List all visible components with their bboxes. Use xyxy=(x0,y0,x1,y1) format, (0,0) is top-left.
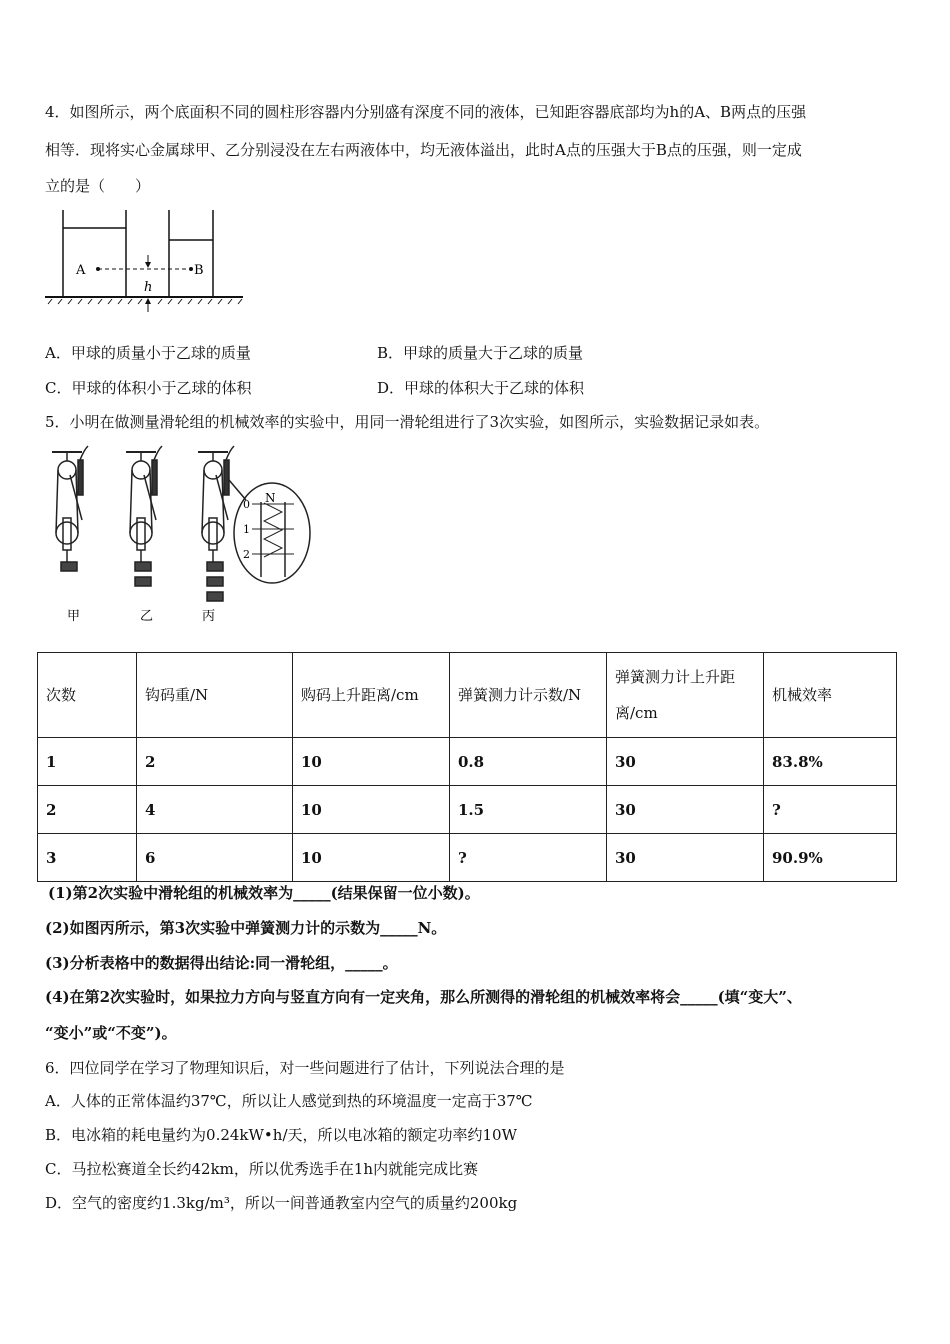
table-cell: 30 xyxy=(607,786,764,834)
label-yi: 乙 xyxy=(140,609,154,624)
scale-unit: N xyxy=(265,491,276,505)
q6-option-d: D．空气的密度约1.3kg/m³，所以一间普通教室内空气的质量约200kg xyxy=(45,1194,518,1212)
q4-line-2: 相等．现将实心金属球甲、乙分别浸没在左右两液体中，均无液体溢出，此时A点的压强大于B点的压强，则一定成 xyxy=(45,141,802,159)
table-cell: 30 xyxy=(607,738,764,786)
containers-diagram xyxy=(40,200,250,320)
header-cell: 次数 xyxy=(38,653,137,738)
table-cell: 3 xyxy=(38,834,137,882)
q6-stem: 6．四位同学在学习了物理知识后，对一些问题进行了估计，下列说法合理的是 xyxy=(45,1059,565,1077)
table-cell: 4 xyxy=(137,786,293,834)
header-cell: 钩码重/N xyxy=(137,653,293,738)
table-cell: 1.5 xyxy=(450,786,607,834)
q6-option-b: B．电冰箱的耗电量约为0.24kW•h/天，所以电冰箱的额定功率约10W xyxy=(45,1126,517,1144)
scale-tick-2: 2 xyxy=(243,548,250,561)
label-jia: 甲 xyxy=(67,609,81,624)
table-cell: ? xyxy=(764,786,897,834)
table-cell: 2 xyxy=(137,738,293,786)
table-cell: 1 xyxy=(38,738,137,786)
table-cell: 0.8 xyxy=(450,738,607,786)
table-cell: 10 xyxy=(293,834,450,882)
h-label: h xyxy=(144,280,153,295)
table-row xyxy=(38,786,897,834)
header-cell: 购码上升距离/cm xyxy=(293,653,450,738)
q4-line-1: 4．如图所示，两个底面积不同的圆柱形容器内分别盛有深度不同的液体，已知距容器底部均为h的A、B两点的压强 xyxy=(45,103,807,121)
table-cell: 6 xyxy=(137,834,293,882)
table-cell: 90.9% xyxy=(764,834,897,882)
q5-stem: 5．小明在做测量滑轮组的机械效率的实验中，用同一滑轮组进行了3次实验，如图所示，实验数据记录如表。 xyxy=(45,413,770,431)
q4-option-c: C．甲球的体积小于乙球的体积 xyxy=(45,379,252,397)
table-header-row xyxy=(38,653,897,738)
header-cell: 弹簧测力计示数/N xyxy=(450,653,607,738)
point-b-label: B xyxy=(194,263,204,278)
q6-option-c: C．马拉松赛道全长约42km，所以优秀选手在1h内就能完成比赛 xyxy=(45,1160,479,1178)
table-cell: 10 xyxy=(293,738,450,786)
q5-sub-3: (3)分析表格中的数据得出结论:同一滑轮组，_____。 xyxy=(45,954,398,972)
scale-tick-1: 1 xyxy=(243,523,250,536)
table-cell: 2 xyxy=(38,786,137,834)
q5-sub-4: (4)在第2次实验时，如果拉力方向与竖直方向有一定夹角，那么所测得的滑轮组的机械效率将会_____(填“变大”、 xyxy=(45,988,802,1006)
q5-sub-2: (2)如图丙所示，第3次实验中弹簧测力计的示数为_____N。 xyxy=(45,919,447,937)
table-cell: 10 xyxy=(293,786,450,834)
q4-option-d: D．甲球的体积大于乙球的体积 xyxy=(377,379,585,397)
point-a-label: A xyxy=(76,263,86,278)
q5-sub-4-cont: “变小”或“不变”)。 xyxy=(45,1024,177,1042)
scale-tick-0: 0 xyxy=(243,498,250,511)
table-row xyxy=(38,738,897,786)
q4-option-b: B．甲球的质量大于乙球的质量 xyxy=(377,344,584,362)
q6-option-a: A．人体的正常体温约37℃，所以让人感觉到热的环境温度一定高于37℃ xyxy=(45,1092,533,1110)
q5-sub-1: (1)第2次实验中滑轮组的机械效率为_____(结果保留一位小数)。 xyxy=(48,884,480,902)
table-cell: 30 xyxy=(607,834,764,882)
header-cell: 机械效率 xyxy=(764,653,897,738)
table-cell: ? xyxy=(450,834,607,882)
table-cell: 83.8% xyxy=(764,738,897,786)
pulley-diagram xyxy=(40,440,330,630)
header-cell: 弹簧测力计上升距离/cm xyxy=(607,653,764,738)
label-bing: 丙 xyxy=(202,609,216,624)
table-row xyxy=(38,834,897,882)
q4-line-3: 立的是（ ） xyxy=(45,177,151,195)
q4-option-a: A．甲球的质量小于乙球的质量 xyxy=(45,344,251,362)
experiment-data-table xyxy=(37,652,897,882)
